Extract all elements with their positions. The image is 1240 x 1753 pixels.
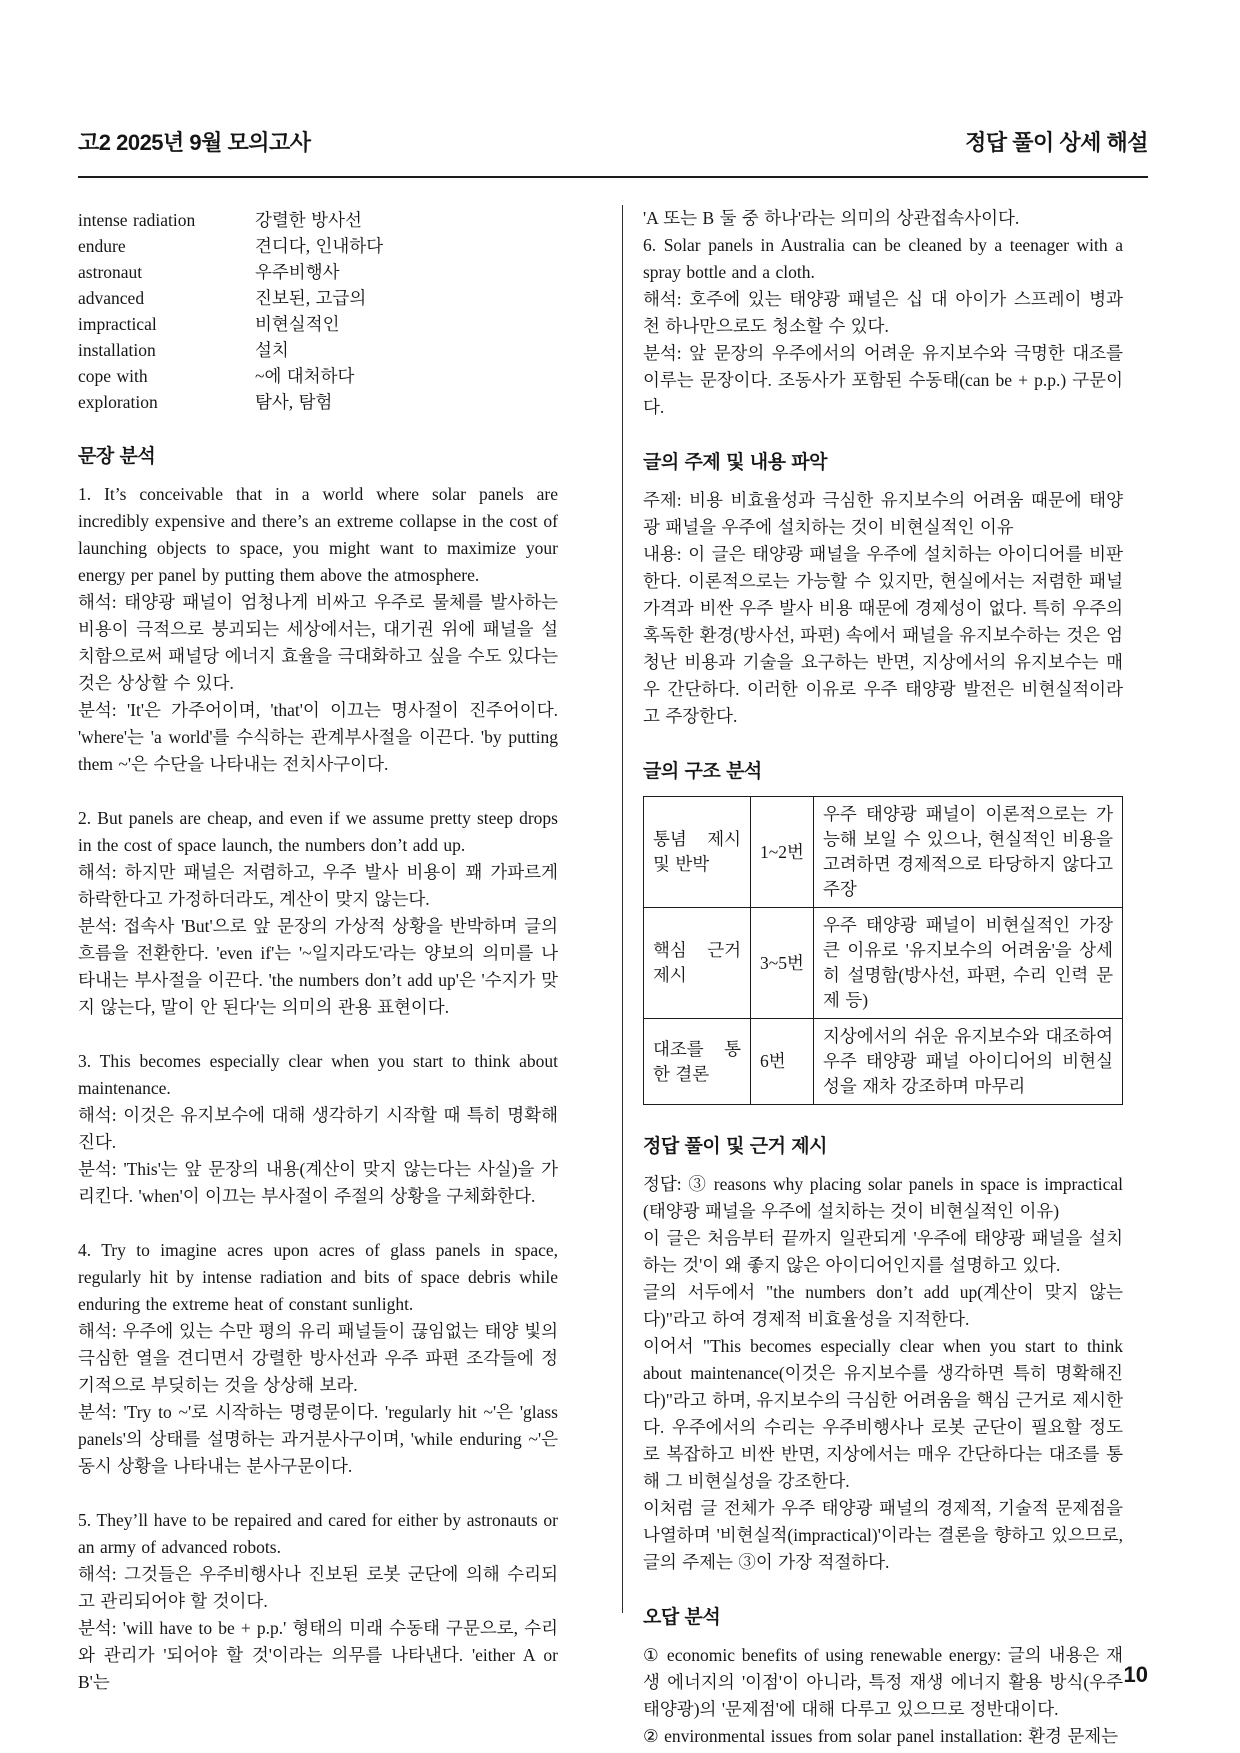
vocab-term: exploration [78, 392, 158, 412]
answer-rationale-paragraph: 이처럼 글 전체가 우주 태양광 패널의 경제적, 기술적 문제점을 나열하며 '비현실적(impractical)'이라는 결론을 향하고 있으므로, 글의 주제는 ③이 가장 적절하다. [643, 1498, 1123, 1572]
vocab-row [78, 207, 558, 233]
vocab-meaning: 강렬한 방사선 [255, 210, 362, 230]
vocab-term: intense radiation [78, 210, 196, 230]
vocab-term: installation [78, 340, 156, 360]
sentence-item-2 [78, 805, 558, 1021]
structure-description: 우주 태양광 패널이 이론적으로는 가능해 보일 수 있으나, 현실적인 비용을 고려하면 경제적으로 타당하지 않다고 주장 [814, 797, 1123, 908]
vocab-row [78, 337, 558, 363]
vocab-meaning: 탐사, 탐험 [255, 392, 333, 412]
page-header [78, 128, 1148, 158]
sentence-translation: 해석: 호주에 있는 태양광 패널은 십 대 아이가 스프레이 병과 천 하나만으로도 청소할 수 있다. [643, 289, 1123, 336]
wrong-answer-item: ① economic benefits of using renewable energy: 글의 내용은 재생 에너지의 '이점'이 아니라, 특정 재생 에너지 활용 방식(우주 태양광)의 '문제점'에 대해 다루고 있으므로 정반대이다. [643, 1645, 1123, 1719]
structure-row-1 [644, 797, 1123, 908]
topic-statement: 주제: 비용 비효율성과 극심한 유지보수의 어려움 때문에 태양광 패널을 우주에 설치하는 것이 비현실적인 이유 [643, 490, 1123, 537]
vocab-meaning: 진보된, 고급의 [255, 288, 367, 308]
vocab-row [78, 389, 558, 415]
left-column [78, 205, 558, 1696]
sentence-grammar-analysis: 분석: 'Try to ~'로 시작하는 명령문이다. 'regularly hit ~'은 'glass panels'의 상태를 설명하는 과거분사구이며, 'while enduring ~'은 동시 상황을 나타내는 분사구문이다. [78, 1402, 558, 1476]
sentence-translation: 해석: 이것은 유지보수에 대해 생각하기 시작할 때 특히 명확해진다. [78, 1105, 558, 1152]
section-title-structure: 글의 구조 분석 [643, 761, 762, 782]
sentence-translation: 해석: 그것들은 우주비행사나 진보된 로봇 군단에 의해 수리되고 관리되어야 할 것이다. [78, 1564, 558, 1611]
structure-description: 지상에서의 쉬운 유지보수와 대조하여 우주 태양광 패널 아이디어의 비현실성을 재차 강조하며 마무리 [814, 1019, 1123, 1105]
page-number: 10 [1123, 1662, 1148, 1687]
vocab-term: advanced [78, 288, 145, 308]
sentence-item-3 [78, 1048, 558, 1210]
vocab-term: impractical [78, 314, 157, 334]
structure-sentence-range: 3~5번 [751, 908, 814, 1019]
structure-description: 우주 태양광 패널이 비현실적인 가장 큰 이유로 '유지보수의 어려움'을 상세히 설명함(방사선, 파편, 수리 인력 문제 등) [814, 908, 1123, 1019]
vocab-term: endure [78, 236, 126, 256]
vocab-row [78, 285, 558, 311]
sentence-grammar-analysis: 분석: 'will have to be + p.p.' 형태의 미래 수동태 구문으로, 수리와 관리가 '되어야 할 것'이라는 의무를 나타낸다. 'either A or B'는 [78, 1618, 558, 1692]
answer-rationale-paragraph: 글의 서두에서 "the numbers don’t add up(계산이 맞지 않는다)"라고 하여 경제적 비효율성을 지적한다. [643, 1282, 1123, 1329]
answer-guide-title: 정답 풀이 상세 해설 [965, 130, 1148, 155]
vocab-meaning: 견디다, 인내하다 [255, 236, 384, 256]
content-summary: 내용: 이 글은 태양광 패널을 우주에 설치하는 아이디어를 비판한다. 이론적으로는 가능할 수 있지만, 현실에서는 저렴한 패널 가격과 비싼 우주 발사 비용 때문에 경제성이 없다. 특히 우주의 혹독한 환경(방사선, 파편) 속에서 패널을 유지보수하는 것은 엄청난 비용과 기술을 요구하는 반면, 지상에서의 유지보수는 매우 간단하다. 이러한 이유로 우주 태양광 발전은 비현실적이라고 주장한다. [643, 544, 1123, 726]
sentence-translation: 해석: 태양광 패널이 엄청나게 비싸고 우주로 물체를 발사하는 비용이 극적으로 붕괴되는 세상에서는, 대기권 위에 패널을 설치함으로써 패널당 에너지 효율을 극대화하고 싶을 수도 있다는 것은 상상할 수 있다. [78, 592, 558, 693]
sentence-english: 2. But panels are cheap, and even if we assume pretty steep drops in the cost of space launch, the numbers don’t add up. [78, 808, 558, 855]
structure-stage: 대조를 통한 결론 [644, 1019, 751, 1105]
vocab-row [78, 311, 558, 337]
sentence-grammar-analysis: 분석: 접속사 'But'으로 앞 문장의 가상적 상황을 반박하며 글의 흐름을 전환한다. 'even if'는 '~일지라도'라는 양보의 의미를 나타내는 부사절을 이끈다. 'the numbers don’t add up'은 '수지가 맞지 않는다, 말이 안 된다'는 의미의 관용 표현이다. [78, 916, 558, 1017]
vocab-meaning: 설치 [255, 340, 289, 360]
sentence-english: 4. Try to imagine acres upon acres of glass panels in space, regularly hit by intense radiation and bits of space debris while enduring the extreme heat of constant sunlight. [78, 1240, 558, 1314]
sentence-grammar-analysis: 분석: 앞 문장의 우주에서의 어려운 유지보수와 극명한 대조를 이루는 문장이다. 조동사가 포함된 수동태(can be + p.p.) 구문이다. [643, 343, 1123, 417]
right-column [643, 205, 1123, 1750]
vocab-list [78, 207, 558, 415]
vocab-term: cope with [78, 366, 148, 386]
exam-title: 고2 2025년 9월 모의고사 [78, 130, 311, 155]
vocab-meaning: 우주비행사 [255, 262, 340, 282]
sentence-item-1 [78, 481, 558, 778]
sentence-item-4 [78, 1237, 558, 1480]
structure-table [643, 796, 1123, 1105]
sentence-translation: 해석: 하지만 패널은 저렴하고, 우주 발사 비용이 꽤 가파르게 하락한다고 가정하더라도, 계산이 맞지 않는다. [78, 862, 558, 909]
sentence-analysis-continued: 'A 또는 B 둘 중 하나'라는 의미의 상관접속사이다. [643, 208, 1020, 228]
answer-rationale-paragraph: 이어서 "This becomes especially clear when you start to think about maintenance(이것은 유지보수를 생각하면 특히 명확해진다)"라고 하며, 유지보수의 극심한 어려움을 핵심 근거로 제시한다. 우주에서의 수리는 우주비행사나 로봇 군단이 필요할 정도로 복잡하고 비싼 반면, 지상에서는 매우 간단하다는 대조를 통해 그 비현실성을 강조한다. [643, 1336, 1123, 1491]
wrong-answer-item: ② environmental issues from solar panel installation: 환경 문제는 [643, 1726, 1119, 1746]
sentence-grammar-analysis: 분석: 'This'는 앞 문장의 내용(계산이 맞지 않는다는 사실)을 가리킨다. 'when'이 이끄는 부사절이 주절의 상황을 구체화한다. [78, 1159, 558, 1206]
sentence-english: 6. Solar panels in Australia can be cleaned by a teenager with a spray bottle and a cloth. [643, 235, 1123, 282]
vocab-row [78, 363, 558, 389]
sentence-translation: 해석: 우주에 있는 수만 평의 유리 패널들이 끊임없는 태양 빛의 극심한 열을 견디면서 강렬한 방사선과 우주 파편 조각들에 정기적으로 부딪히는 것을 상상해 보라. [78, 1321, 558, 1395]
structure-row-2 [644, 908, 1123, 1019]
vocab-meaning: 비현실적인 [255, 314, 340, 334]
correct-answer: 정답: ③ reasons why placing solar panels in space is impractical (태양광 패널을 우주에 설치하는 것이 비현실적인 이유) [643, 1174, 1123, 1221]
structure-row-3 [644, 1019, 1123, 1105]
sentence-english: 5. They’ll have to be repaired and cared for either by astronauts or an army of advanced robots. [78, 1510, 558, 1557]
section-title-sentence-analysis: 문장 분석 [78, 446, 156, 467]
header-rule [78, 176, 1148, 178]
section-title-answer: 정답 풀이 및 근거 제시 [643, 1136, 828, 1157]
structure-stage: 핵심 근거 제시 [644, 908, 751, 1019]
sentence-grammar-analysis: 분석: 'It'은 가주어이며, 'that'이 이끄는 명사절이 진주어이다. 'where'는 'a world'를 수식하는 관계부사절을 이끈다. 'by putting them ~'은 수단을 나타내는 전치사구이다. [78, 700, 558, 774]
sentence-english: 1. It’s conceivable that in a world where solar panels are incredibly expensive and there’s an extreme collapse in the cost of launching objects to space, you might want to maximize your energy per panel by putting them above the atmosphere. [78, 484, 558, 585]
sentence-item-6 [643, 232, 1123, 421]
vocab-meaning: ~에 대처하다 [255, 366, 355, 386]
section-title-topic: 글의 주제 및 내용 파악 [643, 452, 828, 473]
structure-stage: 통념 제시 및 반박 [644, 797, 751, 908]
structure-sentence-range: 1~2번 [751, 797, 814, 908]
answer-rationale-paragraph: 이 글은 처음부터 끝까지 일관되게 '우주에 태양광 패널을 설치하는 것'이 왜 좋지 않은 아이디어인지를 설명하고 있다. [643, 1228, 1123, 1275]
column-divider [622, 205, 623, 1613]
structure-sentence-range: 6번 [751, 1019, 814, 1105]
vocab-row [78, 259, 558, 285]
vocab-term: astronaut [78, 262, 143, 282]
section-title-wrong-answers: 오답 분석 [643, 1607, 721, 1628]
sentence-english: 3. This becomes especially clear when you start to think about maintenance. [78, 1051, 558, 1098]
vocab-row [78, 233, 558, 259]
